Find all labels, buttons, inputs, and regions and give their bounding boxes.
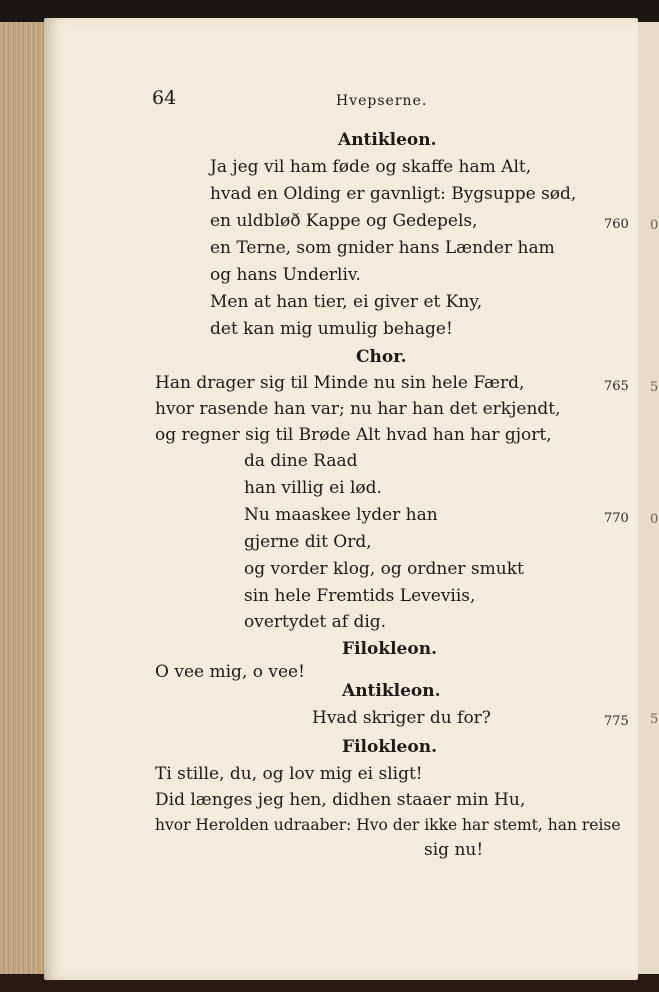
verse-line: hvad en Olding er gavnligt: Bygsuppe sød, — [210, 184, 577, 204]
verse-line: sin hele Fremtids Leveviis, — [244, 586, 476, 606]
line-number: 765 — [604, 379, 629, 394]
speaker-heading: Antikleon. — [338, 130, 437, 150]
verse-line: O vee mig, o vee! — [155, 662, 305, 682]
facing-margin-mark: 0 — [650, 512, 659, 527]
verse-line: hvor rasende han var; nu har han det erkjendt, — [155, 399, 561, 419]
speaker-heading: Chor. — [356, 347, 407, 367]
verse-line: da dine Raad — [244, 451, 358, 471]
speaker-heading: Antikleon. — [342, 681, 441, 701]
verse-line: han villig ei lød. — [244, 478, 382, 498]
verse-line: hvor Herolden udraaber: Hvo der ikke har stemt, han reise — [155, 816, 621, 834]
verse-line: Men at han tier, ei giver et Kny, — [210, 292, 483, 312]
verse-line: en Terne, som gnider hans Lænder ham — [210, 238, 555, 258]
verse-line: Ti stille, du, og lov mig ei sligt! — [155, 764, 423, 784]
verse-line: gjerne dit Ord, — [244, 532, 372, 552]
running-title: Hvepserne. — [336, 93, 428, 109]
speaker-heading: Filokleon. — [342, 639, 437, 659]
verse-line: Ja jeg vil ham føde og skaffe ham Alt, — [210, 157, 532, 177]
facing-margin-mark: 5 — [650, 380, 659, 395]
verse-line: og vorder klog, og ordner smukt — [244, 559, 524, 579]
facing-margin-mark: 0 — [650, 218, 659, 233]
facing-margin-mark: 5 — [650, 712, 659, 727]
verse-line: en uldbløð Kappe og Gedepels, — [210, 211, 478, 231]
verse-line: sig nu! — [424, 840, 484, 860]
verse-line: Hvad skriger du for? — [312, 708, 491, 728]
line-number: 770 — [604, 511, 629, 526]
facing-page-edge — [638, 22, 659, 974]
line-number: 760 — [604, 217, 629, 232]
verse-line: Nu maaskee lyder han — [244, 505, 438, 525]
verse-line: Did længes jeg hen, didhen staaer min Hu, — [155, 790, 526, 810]
verse-line: og hans Underliv. — [210, 265, 361, 285]
verse-line: overtydet af dig. — [244, 612, 387, 632]
verse-line: det kan mig umulig behage! — [210, 319, 453, 339]
page-number: 64 — [152, 87, 177, 109]
line-number: 775 — [604, 714, 629, 729]
verse-line: og regner sig til Brøde Alt hvad han har gjort, — [155, 425, 552, 445]
verse-line: Han drager sig til Minde nu sin hele Færd, — [155, 373, 525, 393]
speaker-heading: Filokleon. — [342, 737, 437, 757]
book-edge — [0, 22, 48, 974]
